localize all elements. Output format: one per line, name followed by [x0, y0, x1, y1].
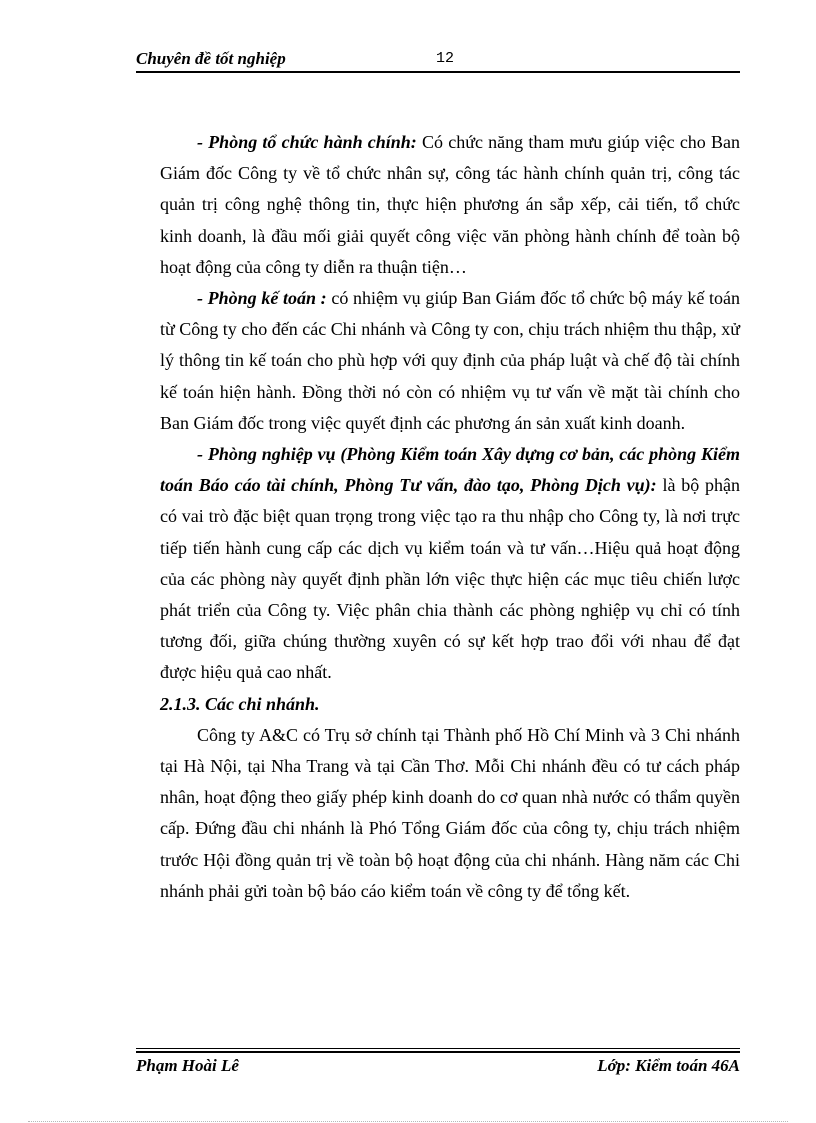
document-body: [160, 127, 740, 907]
header-divider: [136, 71, 740, 73]
footer-author: Phạm Hoài Lê: [136, 1056, 239, 1075]
page-number: 12: [436, 50, 455, 67]
paragraph-lead: - Phòng nghiệp vụ (Phòng Kiểm toán Xây dựng cơ bản, các phòng Kiểm toán Báo cáo tài chính, Phòng Tư vấn, đào tạo, Phòng Dịch vụ):: [160, 444, 740, 496]
footer-divider-thick: [136, 1051, 740, 1053]
paragraph-text: Có chức năng tham mưu giúp việc cho Ban Giám đốc Công ty về tổ chức nhân sự, công tác hành chính quản trị, công tác quản trị công nghệ thông tin, thực hiện phương án sắp xếp, cải tiến, tổ chức kinh doanh, là đầu mối giải quyết công việc văn phòng hành chính để toàn bộ hoạt động của công ty diễn ra thuận tiện…: [160, 132, 740, 277]
paragraph-text: là bộ phận có vai trò đặc biệt quan trọng trong việc tạo ra thu nhập cho Công ty, là nơi trực tiếp tiến hành cung cấp các dịch vụ kiểm toán và tư vấn…Hiệu quả hoạt động của các phòng này quyết định phần lớn việc thực hiện các mục tiêu chiến lược phát triển của Công ty. Việc phân chia thành các phòng nghiệp vụ chỉ có tính tương đối, giữa chúng thường xuyên có sự kết hợp trao đổi với nhau để đạt được hiệu quả cao nhất.: [160, 475, 740, 683]
paragraph-text: có nhiệm vụ giúp Ban Giám đốc tổ chức bộ máy kế toán từ Công ty cho đến các Chi nhánh và Công ty con, chịu trách nhiệm thu thập, xử lý thông tin kế toán cho phù hợp với quy định của pháp luật và chế độ tài chính kế toán hiện hành. Đồng thời nó còn có nhiệm vụ tư vấn về mặt tài chính cho Ban Giám đốc trong việc quyết định các phương án sản xuất kinh doanh.: [160, 288, 740, 433]
paragraph-branches: Công ty A&C có Trụ sở chính tại Thành phố Hồ Chí Minh và 3 Chi nhánh tại Hà Nội, tại Nha Trang và tại Cần Thơ. Mỗi Chi nhánh đều có tư cách pháp nhân, hoạt động theo giấy phép kinh doanh do cơ quan nhà nước có thẩm quyền cấp. Đứng đầu chi nhánh là Phó Tổng Giám đốc của công ty, chịu trách nhiệm trước Hội đồng quản trị về toàn bộ hoạt động của chi nhánh. Hàng năm các Chi nhánh phải gửi toàn bộ báo cáo kiểm toán về công ty để tổng kết.: [160, 724, 740, 901]
paragraph-lead: - Phòng tổ chức hành chính:: [197, 132, 417, 152]
paragraph-lead: - Phòng kế toán :: [197, 288, 327, 309]
footer-divider: [136, 1048, 740, 1049]
paragraph-operations-department: [160, 439, 740, 689]
page-bottom-edge: [28, 1121, 788, 1122]
document-header-title: Chuyên đề tốt nghiệp: [136, 49, 286, 68]
paragraph-admin-department: [160, 127, 740, 283]
section-heading: 2.1.3. Các chi nhánh.: [160, 693, 320, 714]
paragraph-accounting-department: [160, 283, 740, 439]
footer-class: Lớp: Kiểm toán 46A: [597, 1056, 740, 1075]
